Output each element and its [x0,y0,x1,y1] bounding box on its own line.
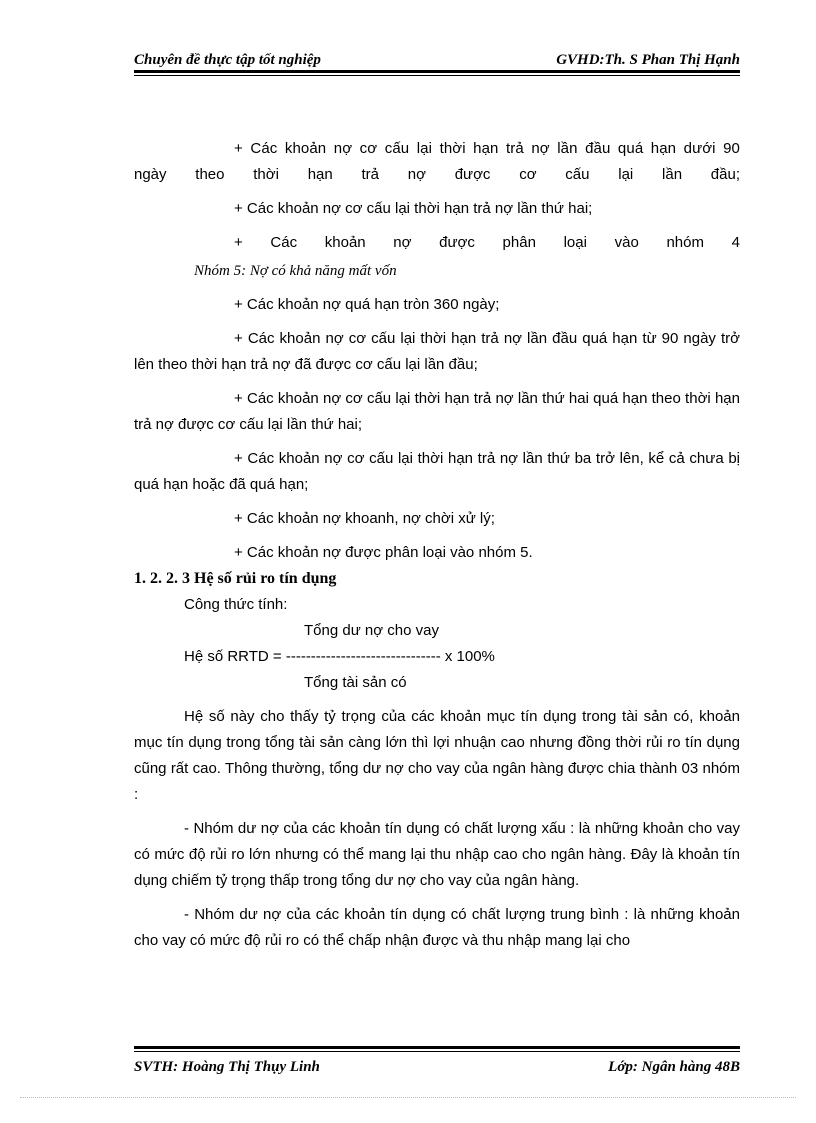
group-title: Nhóm 5: Nợ có khả năng mất vốn [194,263,397,279]
formula-numerator: Tổng dư nợ cho vay [304,622,439,639]
paragraph: + Các khoản nợ cơ cấu lại thời hạn trả nợ lần thứ ba trở lên, kể cả chưa bị quá hạn hoặc đã quá hạn; [134,450,740,493]
paragraph: Hệ số này cho thấy tỷ trọng của các khoản mục tín dụng trong tài sản có, khoản mục tín dụng trong tổng tài sản càng lớn thì lợi nhuận cao nhưng đồng thời rủi ro tín dụng cũng rất cao. Thông thường, tổng dư nợ cho vay của ngân hàng được chia thành 03 nhóm : [134,708,740,803]
footer-class: Lớp: Ngân hàng 48B [608,1059,740,1075]
paragraph: - Nhóm dư nợ của các khoản tín dụng có chất lượng xấu : là những khoản cho vay có mức độ rủi ro lớn nhưng có thể mang lại thu nhập cao cho ngân hàng. Đây là khoản tín dụng chiếm tỷ trọng thấp trong tổng dư nợ cho vay của ngân hàng. [134,820,740,889]
paragraph: + Các khoản nợ khoanh, nợ chời xử lý; [234,510,495,527]
section-heading: 1. 2. 2. 3 Hệ số rủi ro tín dụng [134,570,337,587]
header-supervisor: GVHD:Th. S Phan Thị Hạnh [556,52,740,68]
formula-intro: Công thức tính: [184,596,288,613]
header-rule-thick [134,70,740,73]
paragraph: + Các khoản nợ quá hạn tròn 360 ngày; [234,296,500,313]
paragraph: + Các khoản nợ được phân loại vào nhóm 4 [234,234,740,251]
paragraph: + Các khoản nợ cơ cấu lại thời hạn trả nợ lần thứ hai; [234,200,593,217]
page-header [134,47,740,69]
paragraph: + Các khoản nợ cơ cấu lại thời hạn trả nợ lần đầu quá hạn từ 90 ngày trở lên theo thời hạn trả nợ đã được cơ cấu lại lần đầu; [134,330,740,373]
footer-student: SVTH: Hoàng Thị Thụy Linh [134,1059,320,1075]
paragraph: + Các khoản nợ được phân loại vào nhóm 5. [234,544,533,561]
footer-rule-thick [134,1046,740,1049]
paragraph: - Nhóm dư nợ của các khoản tín dụng có chất lượng trung bình : là những khoản cho vay có mức độ rủi ro có thể chấp nhận được và thu nhập mang lại cho [134,906,740,949]
paragraph: + Các khoản nợ cơ cấu lại thời hạn trả nợ lần thứ hai quá hạn theo thời hạn trả nợ được cơ cấu lại lần thứ hai; [134,390,740,433]
header-rule-thin [134,75,740,76]
formula-denominator: Tổng tài sản có [304,674,407,691]
header-title: Chuyên đề thực tập tốt nghiệp [134,52,321,68]
page-footer [134,1052,740,1076]
page-bottom-border [20,1097,796,1098]
page-content [134,136,740,954]
paragraph-line: + Các khoản nợ cơ cấu lại thời hạn trả nợ lần đầu quá hạn dưới 90 [234,140,740,157]
paragraph-line: ngày theo thời hạn trả nợ được cơ cấu lại lần đầu; [134,166,740,183]
formula-line: Hệ số RRTD = ------------------------------- x 100% [184,648,495,665]
